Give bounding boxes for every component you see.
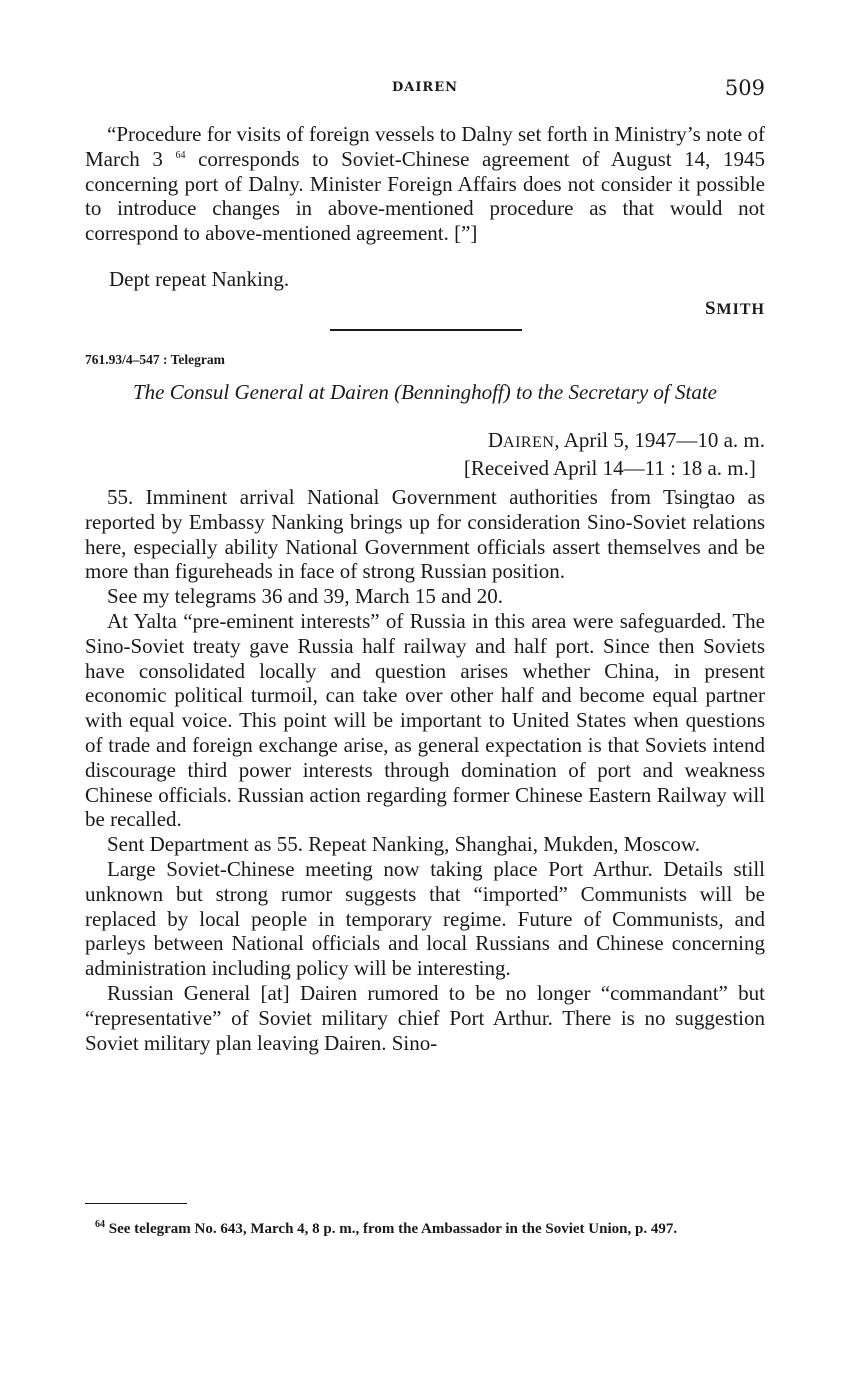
dateline-place-initial: D bbox=[487, 428, 504, 452]
footnote-reference: 64 bbox=[175, 149, 186, 161]
body-paragraph: Sent Department as 55. Repeat Nanking, Shanghai, Mukden, Moscow. bbox=[107, 832, 700, 857]
footnote-marker: 64 bbox=[95, 1219, 105, 1230]
quote-paragraph bbox=[85, 122, 765, 246]
dateline bbox=[464, 428, 765, 481]
footnote bbox=[85, 1221, 765, 1238]
dateline-received: [Received April 14—11 : 18 a. m.] bbox=[463, 455, 756, 480]
dateline-place-rest: AIREN bbox=[503, 434, 555, 451]
continued-quote bbox=[85, 122, 765, 246]
body-paragraph: Russian General [at] Dairen rumored to be no longer “commandant” but “representative” of Soviet military chief Port Arthur. There is no suggestion Soviet military plan leaving Dairen. Sino- bbox=[85, 980, 765, 1055]
body-paragraph: Large Soviet-Chinese meeting now taking place Port Arthur. Details still unknown but strong rumor suggests that “imported” Communists will be replaced by local people in temporary regime. Future of Communists, and parleys between National officials and local Russians and Chinese concerning administration including policy will be interesting. bbox=[85, 856, 765, 981]
page-number: 509 bbox=[724, 76, 765, 100]
heading-name: Benninghoff bbox=[401, 380, 504, 404]
dateline-sent bbox=[464, 428, 765, 456]
body-paragraph: 55. Imminent arrival National Government authorities from Tsingtao as reported by Embassy Nanking brings up for consideration Sino-Soviet relations here, especially ability National Government officials assert themselves and be more than figureheads in face of strong Russian position. bbox=[85, 485, 765, 584]
signature-initial: S bbox=[704, 298, 717, 319]
repeat-line: Dept repeat Nanking. bbox=[109, 267, 290, 291]
footnote-divider bbox=[85, 1203, 187, 1204]
body-paragraph: See my telegrams 36 and 39, March 15 and 20. bbox=[107, 584, 503, 609]
quote-text-end: corresponds to Soviet-Chinese agreement of August 14, 1945 concerning port of Dalny. Minister Foreign Affairs does not consider it possible to introduce changes in above-mentioned procedure as that would not correspond to above-mentioned agreement. [”] bbox=[85, 146, 766, 246]
heading-start: The Consul General at Dairen ( bbox=[132, 380, 402, 404]
footnote-text: See telegram No. 643, March 4, 8 p. m., from the Ambassador in the Soviet Union, p. 497. bbox=[108, 1221, 678, 1237]
running-header bbox=[85, 76, 765, 106]
body-paragraph: At Yalta “pre-eminent interests” of Russia in this area were safeguarded. The Sino-Soviet treaty gave Russia half railway and half port. Since then Soviets have consolidated locally and question arises whether China, in present economic political turmoil, can take over other half and become equal partner with equal voice. This point will be important to United States when questions of trade and foreign exchange arise, as general expectation is that Soviets intend discourage third power interests through domination of port and weakness Chinese officials. Russian action regarding former Chinese Eastern Railway will be recalled. bbox=[85, 608, 765, 832]
running-title: DAIREN bbox=[391, 80, 459, 95]
heading-end: ) to the Secretary of State bbox=[503, 380, 718, 404]
repeat-instruction bbox=[85, 267, 765, 292]
file-reference: 761.93/4–547 : Telegram bbox=[85, 352, 225, 367]
document-heading bbox=[85, 380, 765, 405]
quote-text-start: “Procedure for visits of foreign vessels to Dalny set forth in Ministry’s note of March 3 bbox=[85, 122, 765, 171]
telegram-body bbox=[85, 485, 765, 1055]
dateline-time: , April 5, 1947—10 a. m. bbox=[554, 428, 765, 452]
signature bbox=[705, 298, 765, 320]
section-divider bbox=[330, 329, 522, 331]
signature-rest: MITH bbox=[716, 301, 765, 318]
